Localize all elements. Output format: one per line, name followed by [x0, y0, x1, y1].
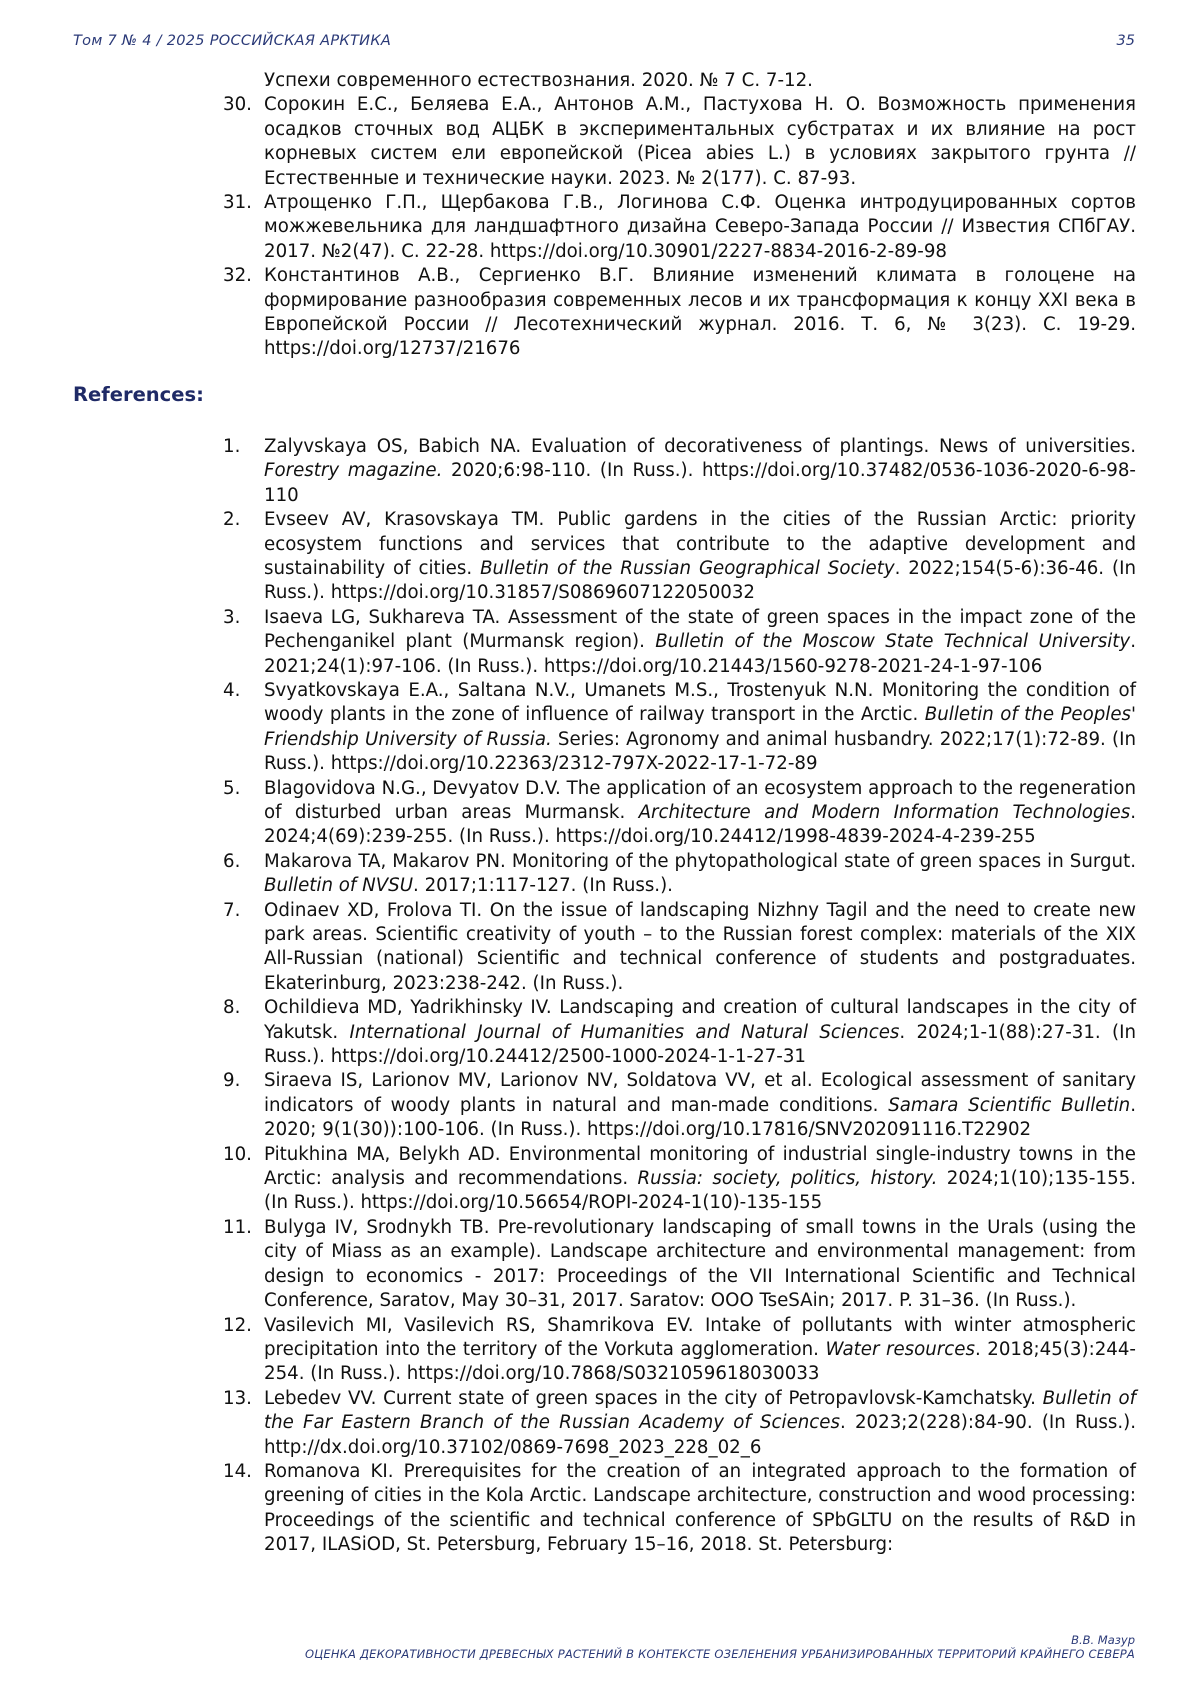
reference-number: 1. [223, 435, 241, 457]
reference-item [73, 191, 1136, 264]
reference-item [73, 1216, 1136, 1314]
reference-details: . 2018;45(3):244-254. (In Russ.). https://doi.org/10.7868/S0321059618030033 [264, 1338, 1136, 1385]
reference-authors-title: Blagovidova N.G., Devyatov D.V. The application of an ecosystem approach to the regeneration of disturbed urban areas Murmansk. [264, 777, 1136, 823]
page-number: 35 [1116, 33, 1135, 49]
running-footer [73, 1633, 1135, 1662]
reference-text [264, 435, 1136, 508]
reference-number: 11. [223, 1216, 252, 1238]
reference-journal: Bulletin of the Peoples' Friendship University of Russia. [264, 704, 1137, 750]
reference-authors-title: Siraeva IS, Larionov MV, Larionov NV, Soldatova VV, et al. Ecological assessment of sanitary indicators of woody plants in natural and man-made conditions. [264, 1070, 1136, 1116]
reference-text [264, 1314, 1136, 1387]
reference-number: 4. [223, 679, 241, 701]
reference-journal: Samara Scientific Bulletin [888, 1094, 1131, 1116]
reference-authors-title: Zalyvskaya OS, Babich NA. Evaluation of decorativeness of plantings. News of universities. [264, 435, 1136, 457]
reference-authors-title: Vasilevich MI, Vasilevich RS, Shamrikova EV. Intake of pollutants with winter atmospheric precipitation into the territory of the Vorkuta agglomeration. [264, 1314, 1136, 1360]
reference-item [73, 435, 1136, 508]
reference-item [73, 69, 1136, 93]
reference-item [73, 996, 1136, 1069]
reference-item [73, 1143, 1136, 1216]
reference-number: 31. [223, 192, 252, 214]
reference-item [73, 1387, 1136, 1460]
reference-journal: Architecture and Modern Information Technologies [638, 801, 1131, 823]
reference-details: . 2023;2(228):84-90. (In Russ.). http://dx.doi.org/10.37102/0869-7698_2023_228_02_6 [264, 1412, 1136, 1458]
reference-number: 14. [223, 1460, 252, 1482]
russian-reference-list [73, 69, 1136, 362]
reference-item [73, 606, 1136, 679]
reference-journal: Forestry magazine. [264, 460, 443, 482]
footer-article-title: ОЦЕНКА ДЕКОРАТИВНОСТИ ДРЕВЕСНЫХ РАСТЕНИЙ В КОНТЕКСТЕ ОЗЕЛЕНЕНИЯ УРБАНИЗИРОВАННЫХ ТЕРРИТОРИЙ КРАЙНЕГО СЕВЕРА [304, 1647, 1135, 1661]
reference-authors-title: Lebedev VV. Current state of green spaces in the city of Petropavlovsk-Kamchatsky. [264, 1387, 1043, 1409]
reference-journal: International Journal of Humanities and Natural Sciences [349, 1021, 900, 1043]
reference-item [73, 264, 1136, 362]
reference-authors-title: Odinaev XD, Frolova TI. On the issue of landscaping Nizhny Tagil and the need to create new park areas. Scientific creativity of youth – to the Russian forest complex: materials of the XIX All-Russian (national) Scientific and technical conference of students and postgraduates. Ekaterinburg, 2023:238-242. (In Russ.). [264, 899, 1136, 994]
reference-item [73, 508, 1136, 606]
reference-journal: Water resources [825, 1338, 975, 1360]
reference-item [73, 1314, 1136, 1387]
reference-number: 9. [223, 1070, 241, 1092]
reference-number: 8. [223, 997, 241, 1019]
reference-text [264, 1387, 1136, 1460]
reference-authors-title: Isaeva LG, Sukhareva TA. Assessment of the state of green spaces in the impact zone of the Pechenganikel plant (Murmansk region). [264, 606, 1136, 653]
english-reference-list [73, 435, 1136, 1558]
reference-number: 32. [223, 265, 252, 287]
reference-number: 5. [223, 777, 241, 799]
reference-details: . 2020; 9(1(30)):100-106. (In Russ.). https://doi.org/10.17816/SNV202091116.T22902 [264, 1094, 1136, 1141]
reference-item [73, 777, 1136, 850]
reference-text [264, 777, 1136, 850]
reference-text: Успехи современного естествознания. 2020. № 7 С. 7-12. [264, 70, 813, 91]
reference-number: 3. [223, 606, 241, 628]
reference-text [264, 899, 1136, 997]
reference-details: 2020;6:98-110. (In Russ.). https://doi.org/10.37482/0536-1036-2020-6-98-110 [264, 460, 1136, 506]
reference-journal: Bulletin of the Moscow State Technical University [655, 631, 1131, 653]
reference-text [264, 606, 1136, 679]
reference-journal: Bulletin of the Russian Geographical Society [480, 557, 895, 579]
reference-journal: Russia: society, politics, history. [637, 1168, 938, 1190]
reference-item [73, 899, 1136, 997]
reference-number: 7. [223, 899, 241, 921]
reference-text: Атрощенко Г.П., Щербакова Г.В., Логинова С.Ф. Оценка интродуцированных сортов можжевельника для ландшафтного дизайна Северо-Запада России // Известия СПбГАУ. 2017. №2(47). С. 22-28. https://doi.org/10.30901/2227-8834-2016-2-89-98 [264, 192, 1136, 262]
reference-details: . 2024;1-1(88):27-31. (In Russ.). https://doi.org/10.24412/2500-1000-2024-1-1-27-31 [264, 1021, 1136, 1068]
reference-item [73, 1460, 1136, 1558]
reference-text [264, 1460, 1136, 1558]
reference-text [264, 1069, 1136, 1142]
reference-item [73, 850, 1136, 899]
reference-details: 2024;1(10);135-155. (In Russ.). https://doi.org/10.56654/ROPI-2024-1(10)-135-155 [264, 1168, 1136, 1214]
reference-number: 6. [223, 850, 241, 872]
references-heading: References: [73, 382, 204, 406]
reference-item [73, 1069, 1136, 1142]
reference-text: Сорокин Е.С., Беляева Е.А., Антонов А.М., Пастухова Н. О. Возможность применения осадков сточных вод АЦБК в экспериментальных субстратах и их влияние на рост корневых систем ели европейской (Picea abies L.) в условиях закрытого грунта // Естественные и технические науки. 2023. № 2(177). С. 87-93. [264, 94, 1136, 189]
reference-details: Series: Agronomy and animal husbandry. 2022;17(1):72-89. (In Russ.). https://doi.org/10.22363/2312-797X-2022-17-1-72-89 [264, 728, 1136, 775]
reference-authors-title: Ochildieva MD, Yadrikhinsky IV. Landscaping and creation of cultural landscapes in the city of Yakutsk. [264, 997, 1136, 1043]
reference-details: . 2017;1:117-127. (In Russ.). [413, 875, 673, 897]
reference-details: . 2022;154(5-6):36-46. (In Russ.). https://doi.org/10.31857/S0869607122050032 [264, 557, 1136, 604]
page-content [73, 69, 1136, 1558]
footer-author: В.В. Мазур [1071, 1633, 1135, 1647]
reference-details: . 2024;4(69):239-255. (In Russ.). https://doi.org/10.24412/1998-4839-2024-4-239-255 [264, 801, 1136, 848]
reference-item [73, 679, 1136, 777]
reference-details: . 2021;24(1):97-106. (In Russ.). https://doi.org/10.21443/1560-9278-2021-24-1-97-106 [264, 631, 1136, 677]
reference-item [73, 93, 1136, 191]
running-header [73, 33, 1135, 53]
reference-text [264, 508, 1136, 606]
reference-text [264, 996, 1136, 1069]
reference-text [264, 679, 1136, 777]
reference-journal: Bulletin of the Far Eastern Branch of the Russian Academy of Sciences [264, 1387, 1137, 1434]
reference-number: 12. [223, 1314, 252, 1336]
journal-title: Том 7 № 4 / 2025 РОССИЙСКАЯ АРКТИКА [73, 33, 392, 49]
reference-authors-title: Pitukhina MA, Belykh AD. Environmental monitoring of industrial single-industry towns in the Arctic: analysis and recommendations. [264, 1143, 1136, 1190]
reference-text [264, 1216, 1136, 1314]
reference-authors-title: Romanova KI. Prerequisites for the creation of an integrated approach to the formation of greening of cities in the Kola Arctic. Landscape architecture, construction and wood processing: Proceedings of the scientific and technical conference of SPbGLTU on the results of R&D in 2017, ILASiOD, St. Petersburg, February 15–16, 2018. St. Petersburg: [264, 1460, 1136, 1556]
reference-number: 2. [223, 509, 241, 531]
reference-text [264, 1143, 1136, 1216]
reference-authors-title: Svyatkovskaya E.A., Saltana N.V., Umanets M.S., Trostenyuk N.N. Monitoring the condition of woody plants in the zone of influence of railway transport in the Arctic. [264, 679, 1136, 726]
reference-number: 30. [223, 94, 252, 116]
reference-number: 13. [223, 1387, 252, 1409]
reference-text [264, 850, 1136, 899]
reference-number: 10. [223, 1143, 252, 1165]
reference-text: Константинов А.В., Сергиенко В.Г. Влияние изменений климата в голоцене на формирование разнообразия современных лесов и их трансформация к концу XXI века в Европейской России // Лесотехнический журнал. 2016. Т. 6, № 3(23). С. 19-29. https://doi.org/12737/21676 [264, 265, 1136, 360]
reference-journal: Bulletin of NVSU [264, 875, 414, 897]
reference-authors-title: Makarova TA, Makarov PN. Monitoring of the phytopathological state of green spaces in Surgut. [264, 850, 1136, 872]
reference-authors-title: Bulyga IV, Srodnykh TB. Pre-revolutionary landscaping of small towns in the Urals (using the city of Miass as an example). Landscape architecture and environmental management: from design to economics - 2017: Proceedings of the VII International Scientific and Technical Conference, Saratov, May 30–31, 2017. Saratov: OOO TseSAin; 2017. P. 31–36. (In Russ.). [264, 1216, 1136, 1312]
reference-authors-title: Evseev AV, Krasovskaya TM. Public gardens in the cities of the Russian Arctic: priority ecosystem functions and services that contribute to the adaptive development and sustainability of cities. [264, 509, 1136, 579]
